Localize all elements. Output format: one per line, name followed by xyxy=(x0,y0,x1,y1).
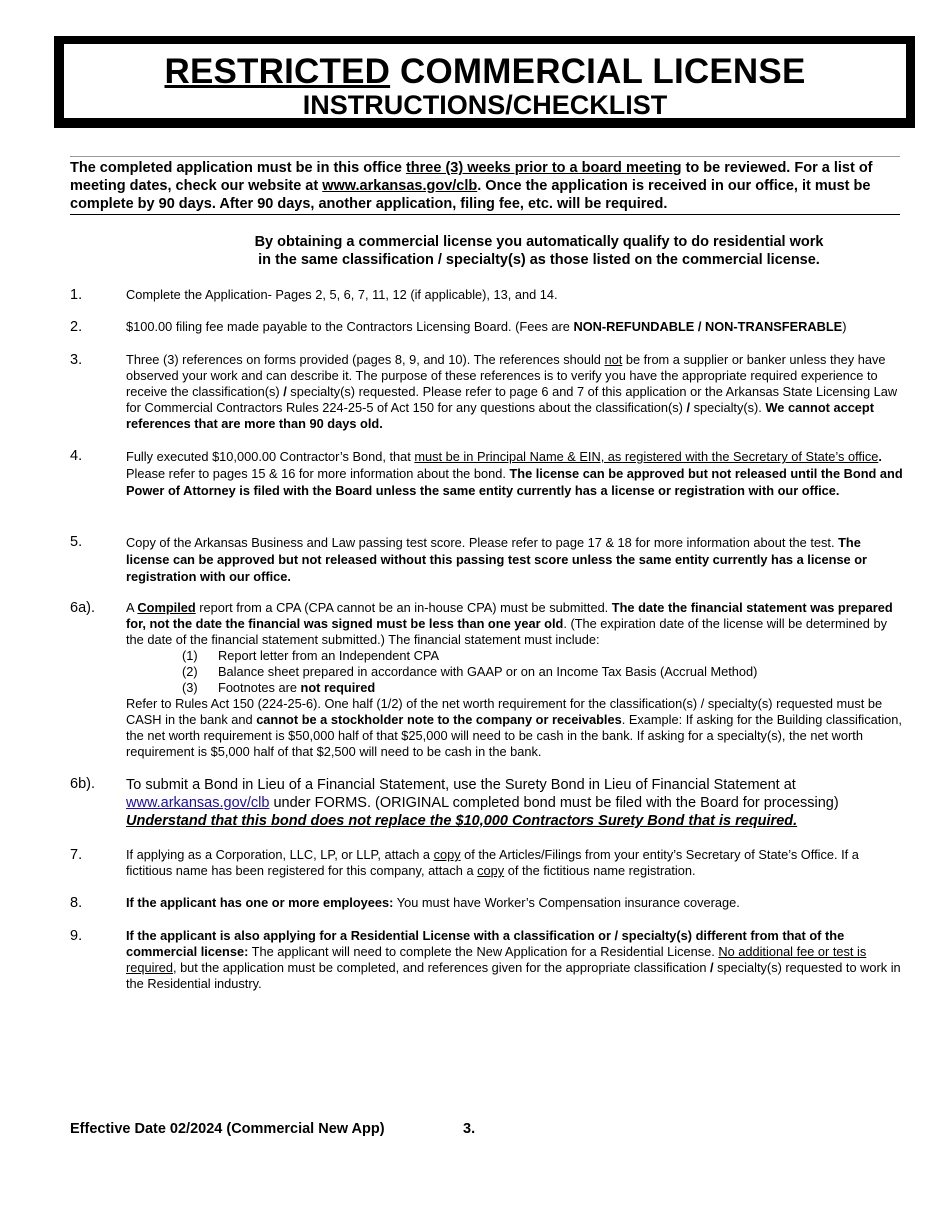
sub-number: (3) xyxy=(182,680,198,695)
item-6a-networth xyxy=(126,696,906,760)
notice-text-1: The completed application must be in this office xyxy=(70,160,406,176)
item-text xyxy=(126,776,906,830)
notice-deadline: three (3) weeks prior to a board meeting xyxy=(405,160,682,176)
item-number: 1. xyxy=(70,287,83,303)
notice-website-link[interactable]: www.arkansas.gov/clb xyxy=(322,178,478,194)
text-run: of the fictitious name registration. xyxy=(504,863,696,878)
text-run: , but the application must be completed, and references given for the appropriate classification xyxy=(172,960,711,975)
item-6a-intro xyxy=(126,600,906,648)
page-number: 3. xyxy=(463,1121,476,1137)
residential-qualify-note xyxy=(200,233,878,269)
text-run: $100.00 filing fee made payable to the Contractors Licensing Board. (Fees are xyxy=(126,319,574,334)
text-run: The applicant will need to complete the New Application for a Residential License. xyxy=(248,944,719,959)
financial-requirement-2 xyxy=(126,664,906,680)
item-number: 3. xyxy=(70,352,83,368)
page-footer xyxy=(70,1121,476,1137)
item-number: 6b). xyxy=(70,776,95,792)
item-number: 6a). xyxy=(70,600,95,616)
text-run-bold: The date the financial statement was prepared for, not the date the financial was signed must be less than one year old xyxy=(126,600,893,631)
text-run: You must have Worker’s Compensation insurance coverage. xyxy=(393,895,740,910)
item-text xyxy=(126,319,926,335)
financial-requirement-1 xyxy=(126,648,906,664)
page-title xyxy=(64,54,906,90)
text-run-bold: We cannot accept references that are more than 90 days old. xyxy=(126,400,875,431)
text-run-bold: cannot be a stockholder note to the company or receivables xyxy=(256,712,622,727)
notice-text-2: to be reviewed. For a list of meeting dates, check our website at xyxy=(70,160,873,194)
header-box xyxy=(54,36,915,128)
text-run: specialty(s). xyxy=(690,400,766,415)
text-run: specialty(s) requested to work in the Residential industry. xyxy=(126,960,901,991)
text-run-bold: NON-REFUNDABLE / NON-TRANSFERABLE xyxy=(573,319,843,334)
text-run: Copy of the Arkansas Business and Law passing test score. Please refer to page 17 & 18 for more information about the test. xyxy=(126,535,839,550)
effective-date: Effective Date 02/2024 (Commercial New App) xyxy=(70,1121,385,1137)
clb-website-link[interactable]: www.arkansas.gov/clb xyxy=(126,795,270,811)
deadline-notice xyxy=(70,156,900,215)
item-text xyxy=(126,534,906,585)
item-number: 4. xyxy=(70,448,83,464)
sub-text xyxy=(182,680,906,696)
item-number: 8. xyxy=(70,895,83,911)
text-run: under FORMS. (ORIGINAL completed bond must be filed with the Board for processing) xyxy=(269,795,839,811)
text-run: . (The expiration date of the license will be determined by the date of the financial statement submitted.) The financial statement must include: xyxy=(126,616,887,647)
text-run-underline: not xyxy=(604,352,623,367)
text-run-bold: / xyxy=(686,400,691,415)
text-run-bold: If the applicant has one or more employees: xyxy=(126,895,394,910)
text-run: ) xyxy=(842,319,847,334)
text-run: be from a supplier or banker unless they have observed your work and can describe it. The purpose of these references is to verify you have the appropriate required experience to receive the classification(s) xyxy=(126,352,886,399)
text-run: Please refer to pages 15 & 16 for more information about the bond. xyxy=(126,466,510,481)
sub-number: (2) xyxy=(182,664,198,679)
sub-text: Report letter from an Independent CPA xyxy=(218,648,439,663)
page-subtitle: INSTRUCTIONS/CHECKLIST xyxy=(302,90,668,120)
sub-text: Balance sheet prepared in accordance with GAAP or on an Income Tax Basis (Accrual Method) xyxy=(218,664,758,679)
text-run: Three (3) references on forms provided (pages 8, 9, and 10). The references should xyxy=(126,352,605,367)
text-run-underline: copy xyxy=(433,847,461,862)
text-run-bold: / xyxy=(283,384,287,399)
text-run: Footnotes are xyxy=(218,680,301,695)
text-run: . Example: If asking for the Building classification, the net worth requirement is $50,000 half of that $25,000 will need to be cash in the bank. If asking for a specialty(s), the net worth requirement is $5,000 half of that $2,500 will need to be cash in the bank. xyxy=(126,712,902,759)
sub-number: (1) xyxy=(182,648,198,663)
text-run-underline: must be in Principal Name & EIN, as registered with the Secretary of State’s office xyxy=(414,449,879,464)
financial-requirement-3 xyxy=(126,680,906,696)
text-run-bold: If the applicant is also applying for a Residential License with a classification or / specialty(s) different from that of the commercial license: xyxy=(126,928,845,959)
qualify-line-2: in the same classification / specialty(s) as those listed on the commercial license. xyxy=(258,252,820,268)
text-run-bold-italic: Understand that this bond does not replace the $10,000 Contractors Surety Bond that is required. xyxy=(126,813,798,829)
text-run: A xyxy=(126,600,138,615)
text-run-bold: The license can be approved but not released without this passing test score unless the same entity currently has a license or registration with our office. xyxy=(126,535,868,584)
text-run: of the Articles/Filings from your entity’s Secretary of State’s Office. If a fictitious name has been registered for this company, attach a xyxy=(126,847,859,878)
text-run: specialty(s) requested. Please refer to page 6 and 7 of this application or the Arkansas State Licensing Law for Commercial Contractors Rules 224-25-5 of Act 150 for any questions about the classification(s) xyxy=(126,384,898,415)
text-run: report from a CPA (CPA cannot be an in-house CPA) must be submitted. xyxy=(195,600,612,615)
notice-text-3: . Once the application is received in our office, it must be complete by 90 days. After 90 days, another application, filing fee, etc. will be required. xyxy=(70,178,871,212)
text-run: Refer to Rules Act 150 (224-25-6). One half (1/2) of the net worth requirement for the classification(s) / specialty(s) requested must be CASH in the bank and xyxy=(126,696,883,727)
item-number: 7. xyxy=(70,847,83,863)
title-rest: COMMERCIAL LICENSE xyxy=(390,52,806,91)
text-run-bold: / xyxy=(710,960,714,975)
item-text xyxy=(126,847,906,879)
item-text xyxy=(126,895,906,911)
text-run-underline: No additional fee or test is required xyxy=(126,944,867,975)
item-text xyxy=(126,448,906,499)
text-run: If applying as a Corporation, LLC, LP, or LLP, attach a xyxy=(126,847,434,862)
header-inner xyxy=(63,43,907,119)
item-number: 9. xyxy=(70,928,83,944)
item-text xyxy=(126,352,906,432)
qualify-line-1: By obtaining a commercial license you automatically qualify to do residential work xyxy=(254,234,824,250)
text-run-bold: not required xyxy=(300,680,376,695)
text-run: To submit a Bond in Lieu of a Financial Statement, use the Surety Bond in Lieu of Financial Statement at xyxy=(126,777,796,793)
text-run-bold: The license can be approved but not released until the Bond and Power of Attorney is filed with the Board unless the same entity currently has a license or registration with our office. xyxy=(126,466,903,498)
text-run-bold: . xyxy=(878,449,882,464)
item-text xyxy=(126,600,906,760)
text-run-underline: copy xyxy=(477,863,505,878)
item-text: Complete the Application- Pages 2, 5, 6, 7, 11, 12 (if applicable), 13, and 14. xyxy=(126,287,558,302)
text-run: Fully executed $10,000.00 Contractor’s Bond, that xyxy=(126,449,415,464)
item-text xyxy=(126,928,906,992)
item-number: 5. xyxy=(70,534,83,550)
item-number: 2. xyxy=(70,319,83,335)
text-run-bold: Compiled xyxy=(137,600,196,615)
title-restricted: RESTRICTED xyxy=(164,52,391,91)
